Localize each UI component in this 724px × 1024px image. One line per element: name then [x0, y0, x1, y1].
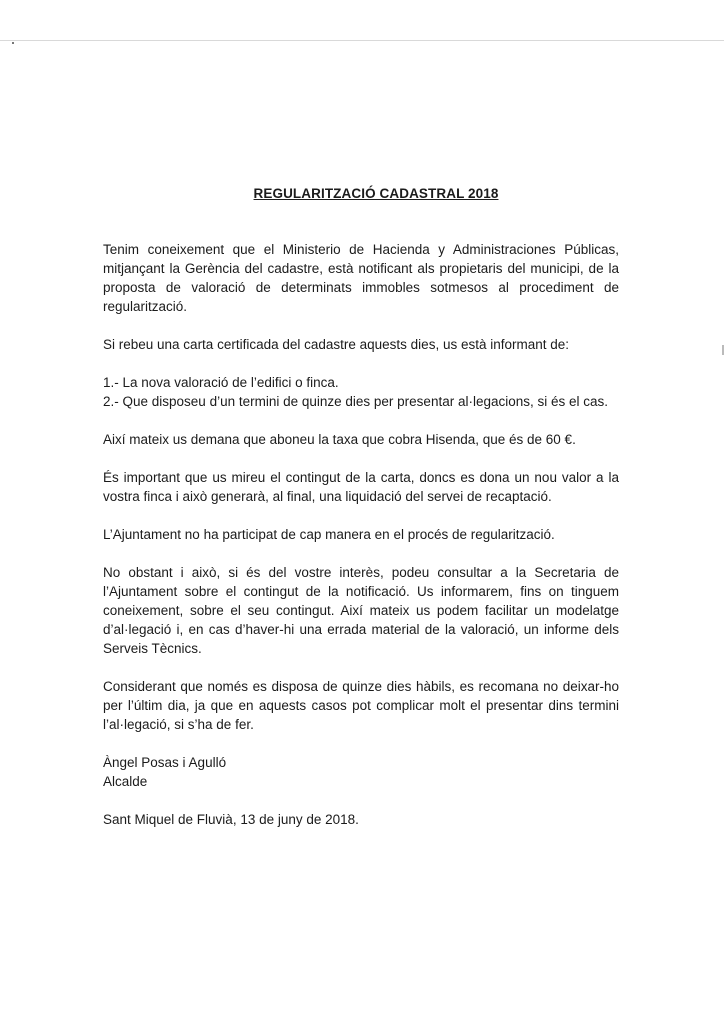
paragraph-deadline: Considerant que només es disposa de quinze dies hàbils, es recomana no deixar-ho per l’últim dia, ja que en aquests casos pot complicar molt el presentar dins termini l’al·legació, si s’ha de fer. [103, 679, 619, 732]
signature-block [103, 753, 619, 791]
signatory-role: Alcalde [103, 774, 148, 789]
place-date: Sant Miquel de Fluvià, 13 de juny de 2018. [103, 812, 359, 827]
paragraph-importance: És important que us mireu el contingut de la carta, doncs es dona un nou valor a la vostra finca i això generarà, al final, una liquidació del servei de recaptació. [103, 470, 619, 504]
scan-speck [12, 42, 14, 44]
paragraph-letter-notice: Si rebeu una carta certificada del cadastre aquests dies, us està informant de: [103, 337, 570, 352]
list-item: 2.- Que disposeu d’un termini de quinze dies per presentar al·legacions, si és el cas. [103, 394, 609, 409]
paragraph-consult: No obstant i això, si és del vostre interès, podeu consultar a la Secretaria de l’Ajuntament sobre el contingut de la notificació. Us informarem, fins on tinguem coneixement, sobre el seu contingut. Així mateix us podem facilitar un modelatge d’al·legació i, en cas d’haver-hi una errada material de la valoració, un informe dels Serveis Tècnics. [103, 565, 619, 656]
document-title: REGULARITZACIÓ CADASTRAL 2018 [253, 186, 499, 201]
paragraph-fee: Així mateix us demana que aboneu la taxa que cobra Hisenda, que és de 60 €. [103, 432, 576, 447]
list-item: 1.- La nova valoració de l’edifici o finca. [103, 375, 339, 390]
paragraph-town-hall: L’Ajuntament no ha participat de cap manera en el procés de regularització. [103, 527, 555, 542]
numbered-list [103, 373, 619, 411]
document-page [103, 186, 619, 829]
signatory-name: Àngel Posas i Agulló [103, 755, 227, 770]
paragraph-intro: Tenim coneixement que el Ministerio de Hacienda y Administraciones Públicas, mitjançant la Gerència del cadastre, està notificant als propietaris del municipi, de la proposta de valoració de determinats immobles sotmesos al procediment de regularització. [103, 242, 619, 314]
scan-border-line [0, 40, 724, 41]
